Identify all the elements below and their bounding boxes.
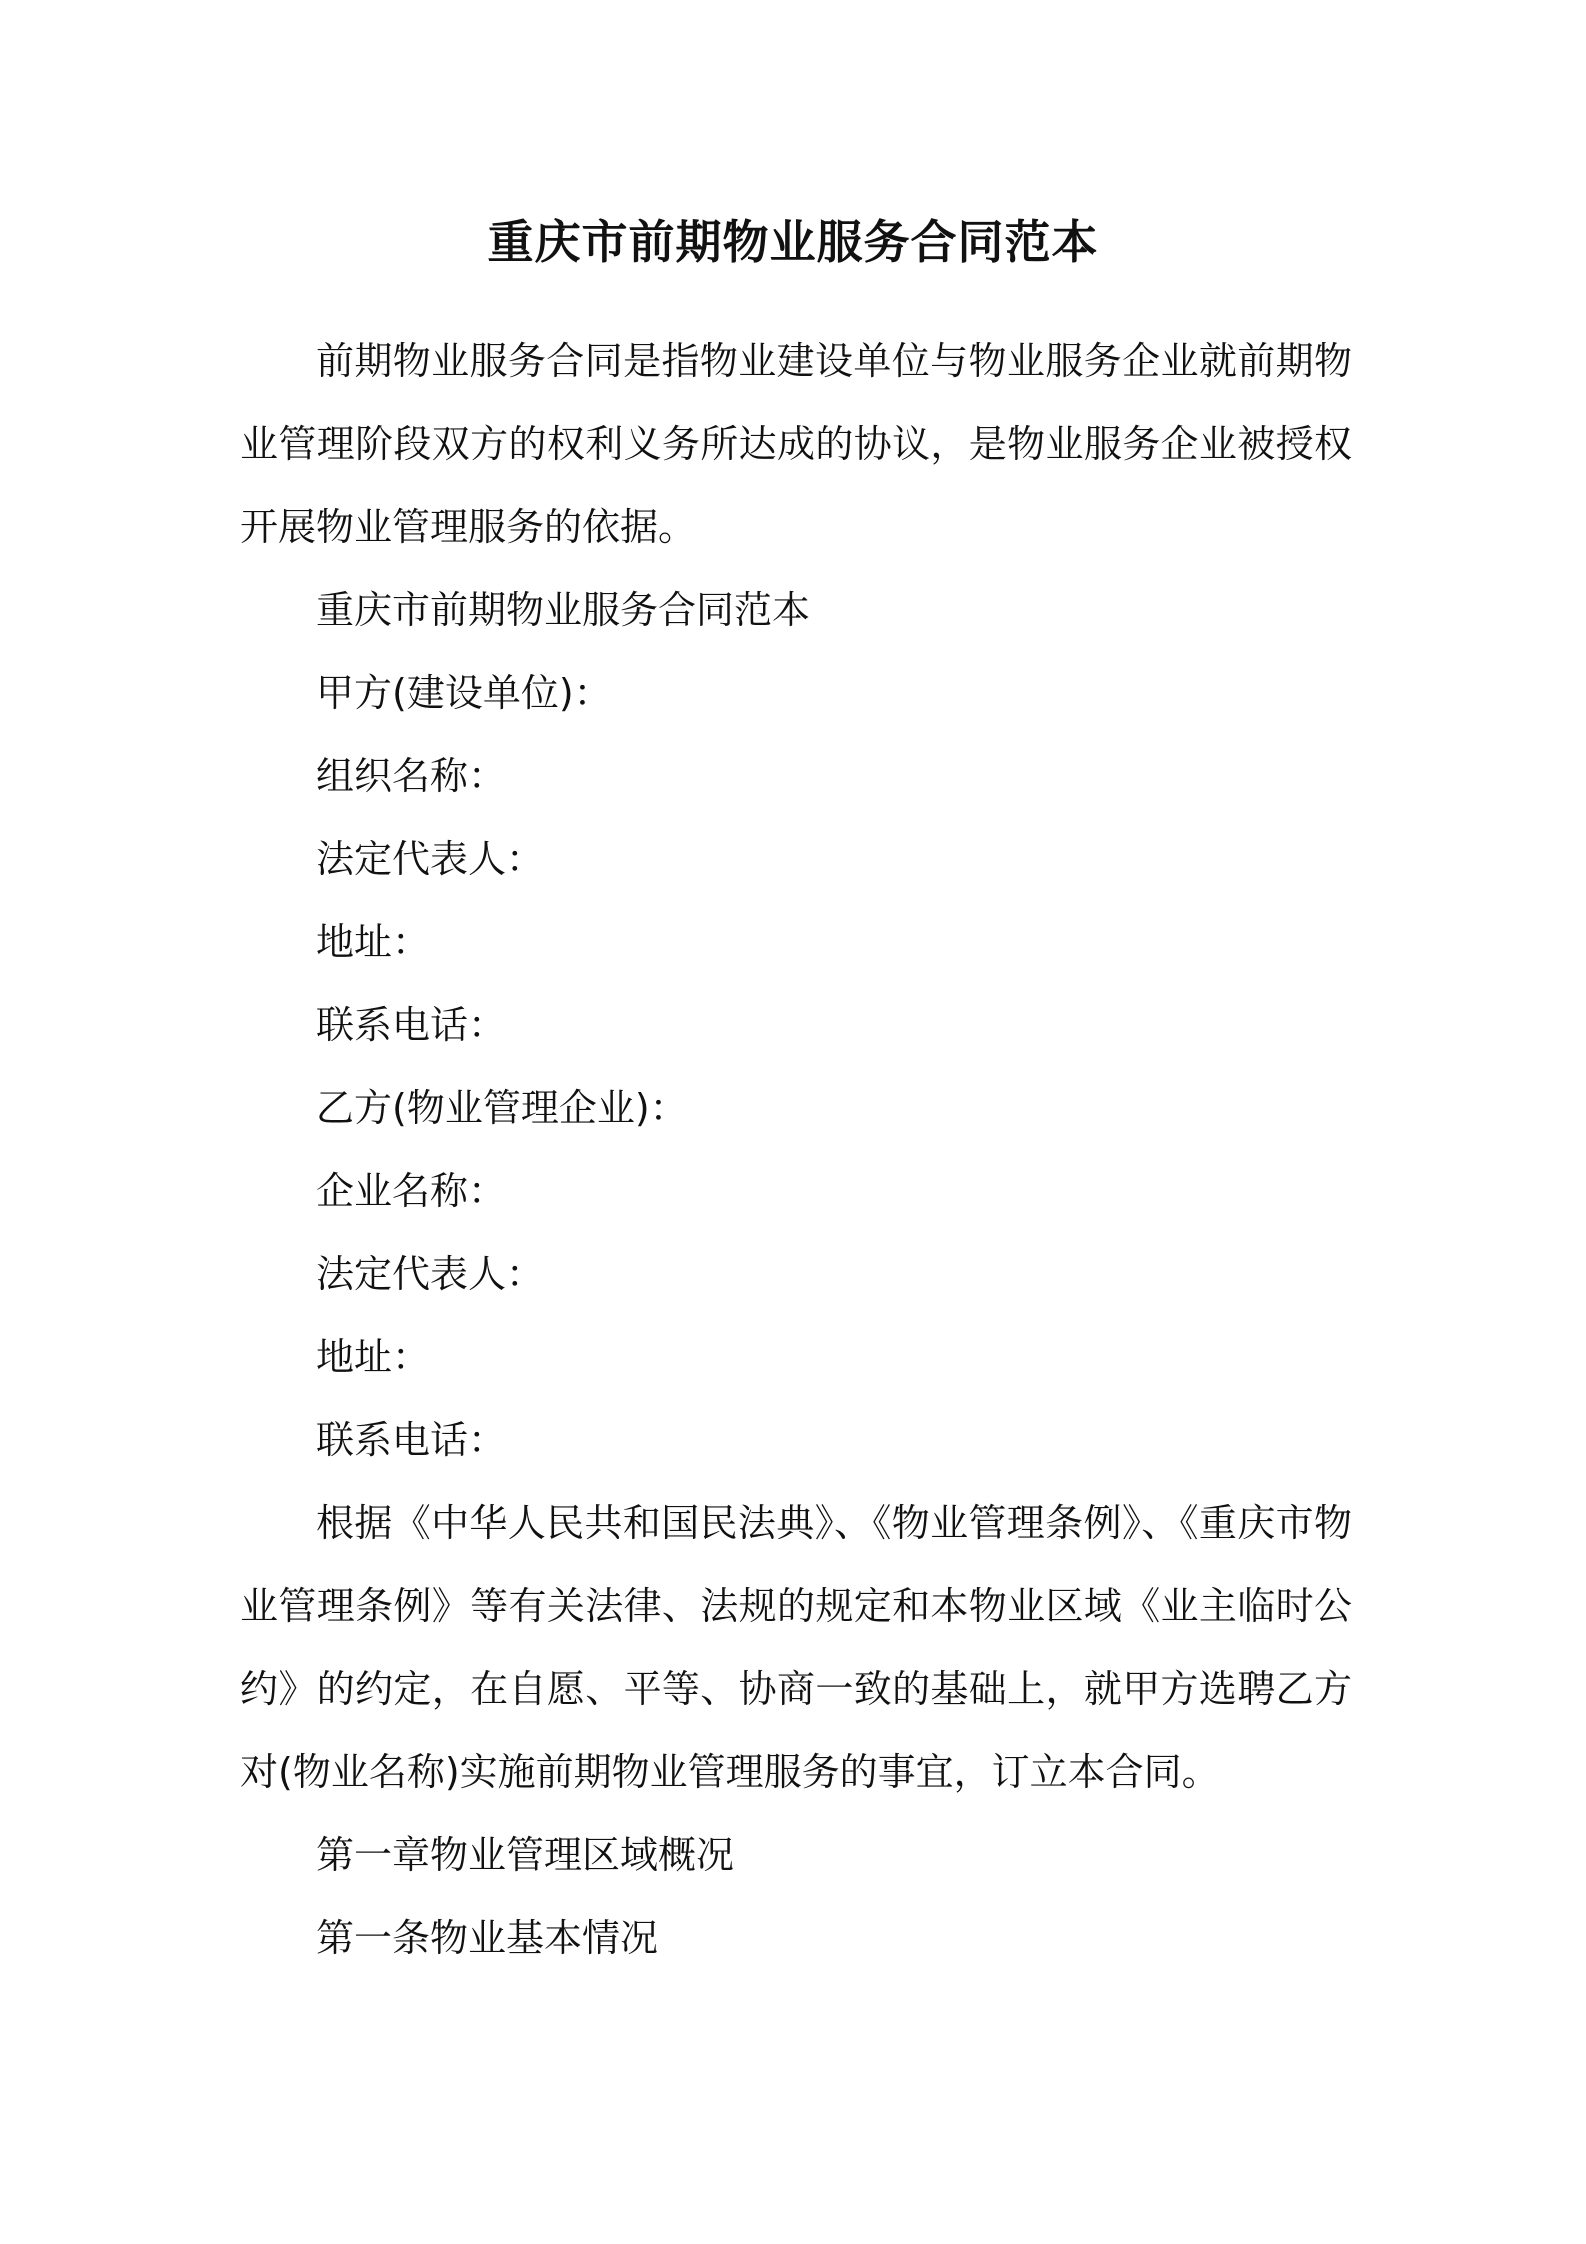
party-b-heading: 乙方(物业管理企业)：	[316, 1086, 688, 1130]
party-b-company-name: 企业名称：	[316, 1169, 507, 1213]
party-a-heading: 甲方(建设单位)：	[316, 671, 612, 715]
subtitle-line: 重庆市前期物业服务合同范本	[316, 588, 811, 632]
party-a-legal-rep: 法定代表人：	[316, 837, 545, 881]
party-a-phone: 联系电话：	[316, 1003, 507, 1047]
party-b-address: 地址：	[316, 1335, 431, 1379]
article-heading: 第一条物业基本情况	[316, 1916, 659, 1960]
chapter-heading: 第一章物业管理区域概况	[316, 1833, 735, 1877]
preamble-paragraph: 根据《中华人民共和国民法典》、《物业管理条例》、《重庆市物业管理条例》等有关法律、法规的规定和本物业区域《业主临时公约》的约定，在自愿、平等、协商一致的基础上，就甲方选聘乙方对(物业名称)实施前期物业管理服务的事宜，订立本合同。	[240, 1501, 1352, 1794]
party-a-address: 地址：	[316, 920, 431, 964]
party-a-org-name: 组织名称：	[316, 754, 507, 798]
intro-paragraph: 前期物业服务合同是指物业建设单位与物业服务企业就前期物业管理阶段双方的权利义务所达成的协议，是物业服务企业被授权开展物业管理服务的依据。	[240, 339, 1352, 549]
party-b-phone: 联系电话：	[316, 1418, 507, 1462]
party-b-legal-rep: 法定代表人：	[316, 1252, 545, 1296]
document-title: 重庆市前期物业服务合同范本	[487, 215, 1099, 269]
document-body	[240, 320, 1352, 1980]
